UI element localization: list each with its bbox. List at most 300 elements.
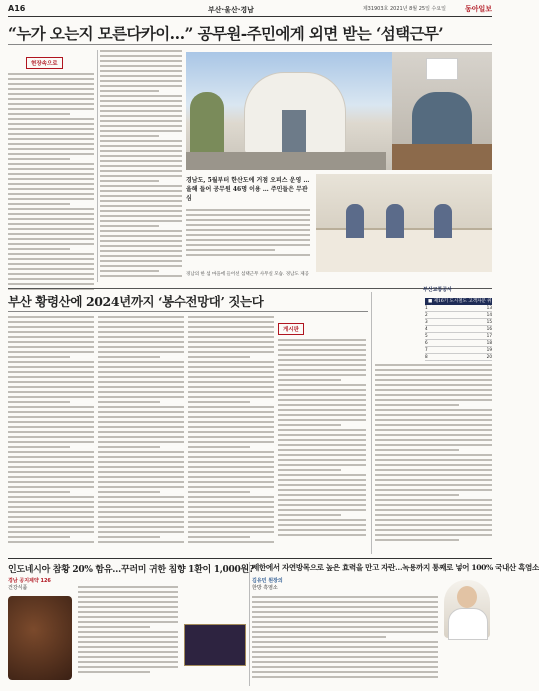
text-line (375, 444, 492, 446)
text-line (278, 479, 366, 481)
text-line (188, 426, 274, 428)
row-value: 17 (486, 333, 492, 338)
text-line (100, 170, 182, 172)
text-line (98, 491, 160, 493)
text-line (98, 416, 184, 418)
row-value: 13 (486, 305, 492, 310)
text-line (186, 239, 310, 241)
text-line (8, 476, 94, 478)
text-line (8, 83, 94, 85)
page-number: A16 (8, 4, 26, 13)
text-line (375, 374, 492, 376)
text-line (252, 661, 438, 663)
text-line (375, 504, 492, 506)
row-value: 14 (486, 312, 492, 317)
text-line (188, 341, 274, 343)
text-line (375, 394, 492, 396)
flag-icon (426, 58, 458, 80)
text-line (188, 496, 274, 498)
text-line (8, 278, 94, 280)
text-line (8, 376, 94, 378)
text-line (8, 511, 94, 513)
text-line (278, 424, 341, 426)
sidebar-table-row (425, 319, 492, 326)
text-line (8, 233, 94, 235)
text-line (278, 344, 366, 346)
ad2-brand (252, 578, 283, 592)
text-line (98, 336, 184, 338)
photo-counter (316, 174, 492, 270)
text-line (8, 411, 94, 413)
issue-meta: 제31903호 2021년 8월 25일 수요일 (362, 6, 446, 12)
text-line (100, 70, 182, 72)
text-line (98, 316, 184, 318)
text-line (8, 436, 94, 438)
text-line (8, 248, 70, 250)
text-line (78, 591, 178, 593)
text-line (8, 158, 70, 160)
text-line (186, 249, 275, 251)
head-shape (457, 586, 477, 608)
text-line (98, 506, 184, 508)
text-line (98, 476, 184, 478)
text-line (8, 356, 70, 358)
row-value: 19 (486, 347, 492, 352)
text-line (98, 421, 184, 423)
text-line (98, 521, 184, 523)
sidebar-logo: 부산교통공사 (423, 287, 452, 293)
text-line (8, 73, 94, 75)
text-line (98, 456, 184, 458)
text-line (375, 449, 459, 451)
desk-shape (392, 144, 492, 170)
text-line (78, 651, 178, 653)
text-line (100, 100, 182, 102)
text-line (8, 391, 94, 393)
text-line (98, 351, 184, 353)
text-line (98, 386, 184, 388)
text-line (278, 494, 366, 496)
text-line (8, 541, 94, 543)
text-line (8, 228, 94, 230)
text-line (278, 359, 366, 361)
story1-subheads (186, 176, 310, 259)
text-line (278, 454, 366, 456)
text-line (100, 250, 182, 252)
text-line (8, 326, 94, 328)
text-line (278, 469, 341, 471)
text-line (278, 504, 366, 506)
text-line (98, 426, 184, 428)
text-line (98, 361, 184, 363)
text-line (8, 103, 94, 105)
ground-shape (186, 152, 386, 170)
text-line (8, 446, 70, 448)
text-line (188, 406, 274, 408)
text-line (188, 506, 274, 508)
text-line (188, 416, 274, 418)
text-line (188, 481, 274, 483)
text-line (98, 516, 184, 518)
text-line (188, 486, 274, 488)
text-line (278, 414, 366, 416)
text-line (375, 389, 492, 391)
text-line (188, 371, 274, 373)
text-line (375, 404, 459, 406)
text-line (278, 464, 366, 466)
text-line (78, 636, 178, 638)
text-line (252, 601, 438, 603)
text-line (375, 494, 459, 496)
text-line (98, 526, 184, 528)
text-line (8, 203, 70, 205)
text-line (78, 606, 178, 608)
text-line (100, 60, 182, 62)
text-line (186, 244, 310, 246)
text-line (100, 55, 182, 57)
sidebar-table-rows (425, 305, 492, 361)
text-line (278, 349, 366, 351)
text-line (100, 175, 182, 177)
text-line (8, 396, 94, 398)
text-line (8, 98, 94, 100)
row-key: 2 (425, 312, 428, 317)
text-line (278, 509, 366, 511)
counter-shape (316, 228, 492, 272)
text-line (8, 491, 70, 493)
text-line (252, 646, 438, 648)
text-line (8, 173, 94, 175)
door-shape (282, 110, 306, 152)
ad2-brand-line1: 김유민 원장의 (252, 578, 283, 584)
sidebar-lines (375, 364, 492, 541)
text-line (98, 356, 160, 358)
story2-col3 (188, 316, 274, 546)
text-line (278, 409, 366, 411)
ad1-product-image (8, 596, 72, 680)
text-line (8, 223, 94, 225)
text-line (100, 120, 182, 122)
ad1-brand (8, 578, 51, 592)
ad-goat (252, 562, 539, 687)
text-line (8, 128, 94, 130)
text-line (100, 155, 182, 157)
text-line (8, 526, 94, 528)
row-key: 4 (425, 326, 428, 331)
text-line (100, 235, 182, 237)
ad1-lines (78, 586, 178, 673)
text-line (252, 666, 438, 668)
text-line (100, 65, 182, 67)
text-line (8, 183, 94, 185)
text-line (278, 429, 366, 431)
text-line (100, 265, 182, 267)
text-line (100, 275, 182, 277)
text-line (78, 611, 178, 613)
text-line (188, 396, 274, 398)
text-line (78, 671, 150, 673)
row-key: 8 (425, 354, 428, 359)
text-line (8, 253, 94, 255)
sidebar-table-row (425, 354, 492, 361)
text-line (252, 676, 438, 678)
text-line (100, 160, 182, 162)
text-line (8, 108, 94, 110)
row-key: 6 (425, 340, 428, 345)
text-line (188, 316, 274, 318)
text-line (278, 514, 341, 516)
text-line (8, 321, 94, 323)
headline-rule (8, 44, 492, 45)
text-line (8, 208, 94, 210)
text-line (100, 185, 182, 187)
text-line (8, 133, 94, 135)
text-line (100, 105, 182, 107)
text-line (278, 439, 366, 441)
text-line (8, 113, 70, 115)
text-line (98, 321, 184, 323)
person-shape (346, 204, 364, 238)
text-line (8, 341, 94, 343)
text-line (98, 331, 184, 333)
text-line (188, 541, 274, 543)
text-line (8, 316, 94, 318)
story2-headline: 부산 황령산에 2024년까지 ‘봉수전망대’ 짓는다 (8, 294, 264, 309)
text-line (8, 88, 94, 90)
text-line (8, 466, 94, 468)
story1-col2 (100, 50, 182, 280)
text-line (98, 431, 184, 433)
text-line (375, 454, 492, 456)
section-title: 부산·울산·경남 (208, 6, 254, 14)
photo-caption: 경남의 한 섬 마을에 들어선 섬택근무 사무실 모습. 경남도 제공 (186, 272, 309, 277)
text-line (375, 399, 492, 401)
column-label: 현장속으로 (26, 57, 63, 69)
text-line (278, 374, 366, 376)
text-line (375, 489, 492, 491)
text-line (278, 384, 366, 386)
ad2-body (252, 596, 438, 681)
text-line (100, 210, 182, 212)
sidebar-table-row (425, 340, 492, 347)
ad2-title: 제한에서 자연방목으로 높은 효력을 만고 자란…녹용까지 통째로 넣어 100% 국내산 흑염소 (252, 563, 539, 572)
text-line (100, 130, 182, 132)
text-line (8, 361, 94, 363)
text-line (100, 135, 159, 137)
text-line (98, 391, 184, 393)
text-line (100, 245, 182, 247)
text-line (98, 401, 160, 403)
text-line (98, 341, 184, 343)
text-line (98, 541, 184, 543)
sidebar-table-row (425, 326, 492, 333)
text-line (98, 481, 184, 483)
text-line (98, 406, 184, 408)
text-line (98, 436, 184, 438)
text-line (188, 456, 274, 458)
text-line (8, 471, 94, 473)
text-line (375, 529, 492, 531)
text-line (8, 366, 94, 368)
text-line (78, 621, 178, 623)
text-line (8, 371, 94, 373)
text-line (98, 346, 184, 348)
text-line (278, 399, 366, 401)
text-line (188, 351, 274, 353)
text-line (8, 123, 94, 125)
ad1-gift-box (184, 624, 246, 666)
text-line (100, 80, 182, 82)
text-line (252, 631, 438, 633)
sidebar-table-title: ■ 제16기 도시철도 고객자문 위원 (425, 298, 492, 305)
story1-col3-lines (186, 209, 310, 256)
text-line (186, 234, 310, 236)
text-line (78, 601, 178, 603)
text-line (100, 225, 159, 227)
text-line (8, 258, 94, 260)
text-line (188, 451, 274, 453)
text-line (375, 509, 492, 511)
section-rule (8, 288, 492, 289)
text-line (186, 209, 310, 211)
text-line (100, 195, 182, 197)
text-line (375, 439, 492, 441)
text-line (188, 521, 274, 523)
text-line (186, 224, 310, 226)
text-line (100, 240, 182, 242)
photo-office-worker (392, 52, 492, 170)
text-line (188, 381, 274, 383)
text-line (188, 336, 274, 338)
sidebar-table-row (425, 347, 492, 354)
text-line (98, 396, 184, 398)
row-key: 5 (425, 333, 428, 338)
text-line (252, 656, 438, 658)
ad-divider (249, 562, 250, 686)
text-line (186, 229, 310, 231)
text-line (8, 416, 94, 418)
sidebar-table-row (425, 333, 492, 340)
text-line (98, 511, 184, 513)
text-line (375, 534, 492, 536)
text-line (100, 50, 182, 52)
text-line (100, 90, 159, 92)
text-line (188, 321, 274, 323)
sidebar-table-row (425, 312, 492, 319)
text-line (98, 471, 184, 473)
text-line (78, 646, 178, 648)
text-line (8, 481, 94, 483)
text-line (188, 431, 274, 433)
story1-headline (8, 22, 492, 44)
text-line (188, 331, 274, 333)
text-line (188, 361, 274, 363)
text-line (375, 474, 492, 476)
text-line (278, 389, 366, 391)
text-line (98, 466, 184, 468)
text-line (252, 621, 438, 623)
text-line (188, 536, 250, 538)
text-line (252, 611, 438, 613)
text-line (375, 409, 492, 411)
text-line (78, 616, 178, 618)
text-line (8, 331, 94, 333)
text-line (98, 366, 184, 368)
text-line (252, 626, 438, 628)
text-line (8, 431, 94, 433)
board-label: 게시판 (278, 323, 304, 335)
text-line (8, 188, 94, 190)
text-line (8, 218, 94, 220)
sidebar-text (375, 364, 492, 544)
text-line (278, 434, 366, 436)
text-line (188, 516, 274, 518)
ad2-brand-line2: 한방 흑염소 (252, 585, 278, 591)
text-line (188, 366, 274, 368)
text-line (252, 636, 386, 638)
text-line (188, 476, 274, 478)
text-line (375, 434, 492, 436)
text-line (8, 78, 94, 80)
masthead (8, 4, 492, 16)
text-line (188, 411, 274, 413)
text-line (8, 148, 94, 150)
text-line (100, 95, 182, 97)
text-line (188, 391, 274, 393)
text-line (98, 496, 184, 498)
text-line (8, 178, 94, 180)
text-line (375, 479, 492, 481)
text-line (375, 419, 492, 421)
text-line (278, 519, 366, 521)
story1-col1-lines (8, 73, 94, 290)
text-line (252, 641, 438, 643)
text-line (8, 456, 94, 458)
text-line (100, 200, 182, 202)
ad2-lines (252, 596, 438, 678)
text-line (100, 150, 182, 152)
text-line (278, 419, 366, 421)
text-line (100, 180, 159, 182)
text-line (8, 496, 94, 498)
text-line (100, 75, 182, 77)
text-line (188, 501, 274, 503)
text-line (375, 414, 492, 416)
row-key: 7 (425, 347, 428, 352)
text-line (98, 446, 160, 448)
text-line (278, 364, 366, 366)
text-line (78, 586, 178, 588)
text-line (100, 165, 182, 167)
text-line (278, 534, 366, 536)
text-line (78, 641, 178, 643)
text-line (186, 219, 310, 221)
text-line (98, 376, 184, 378)
text-line (188, 376, 274, 378)
text-line (98, 411, 184, 413)
text-line (98, 381, 184, 383)
text-line (278, 369, 366, 371)
text-line (278, 394, 366, 396)
text-line (98, 531, 184, 533)
text-line (278, 484, 366, 486)
text-line (8, 351, 94, 353)
text-line (100, 205, 182, 207)
text-line (98, 326, 184, 328)
text-line (98, 451, 184, 453)
text-line (375, 499, 492, 501)
text-line (188, 436, 274, 438)
